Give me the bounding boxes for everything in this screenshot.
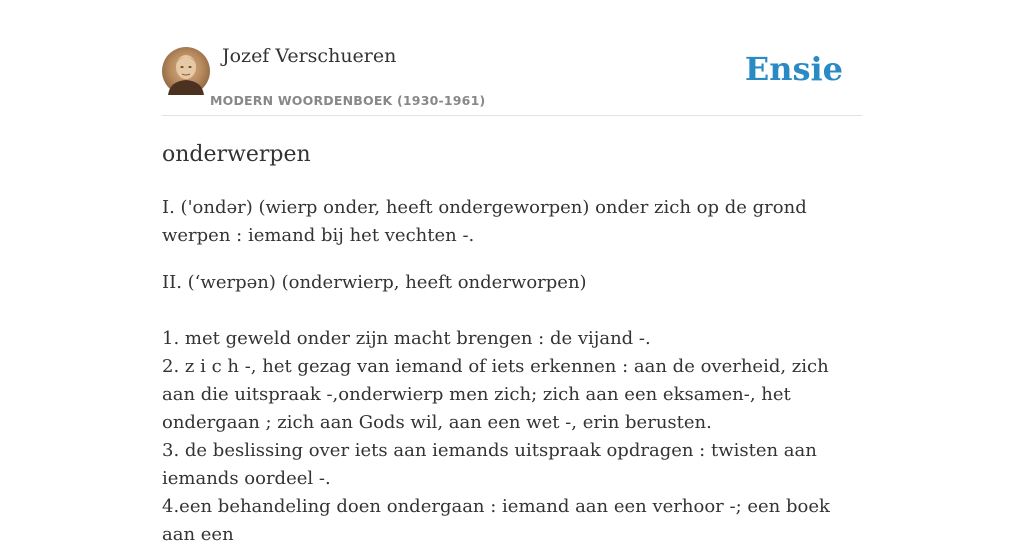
definition-item: 2. z i c h -, het gezag van iemand of iets erkennen : aan de overheid, zich aan die uitspraak -,onderwierp men zich; zich aan een eksamen-, het ondergaan ; zich aan Gods wil, aan een wet -, erin berusten. (162, 356, 829, 433)
author-avatar[interactable] (162, 47, 210, 95)
source-title[interactable]: MODERN WOORDENBOEK (1930-1961) (210, 93, 486, 108)
page (162, 0, 862, 545)
definition-item: 3. de beslissing over iets aan iemands uitspraak opdragen : twisten aan iemands oordeel -. (162, 440, 817, 489)
portrait-icon (162, 47, 210, 95)
definition-body (162, 194, 862, 549)
author-name[interactable]: Jozef Verschueren (222, 45, 397, 67)
definition-item: 1. met geweld onder zijn macht brengen : de vijand -. (162, 328, 651, 349)
entry-title: onderwerpen (162, 142, 311, 167)
ensie-logo[interactable]: Ensie (744, 50, 843, 88)
sense-1: I. ('ondər) (wierp onder, heeft ondergeworpen) onder zich op de grond werpen : iemand bij het vechten -. (162, 197, 807, 246)
definition-item: 4.een behandeling doen ondergaan : iemand aan een verhoor -; een boek aan een (162, 496, 830, 545)
header (162, 0, 862, 116)
spacer (162, 297, 862, 325)
sense-2-heading: II. (ʻwerpən) (onderwierp, heeft onderworpen) (162, 272, 587, 293)
